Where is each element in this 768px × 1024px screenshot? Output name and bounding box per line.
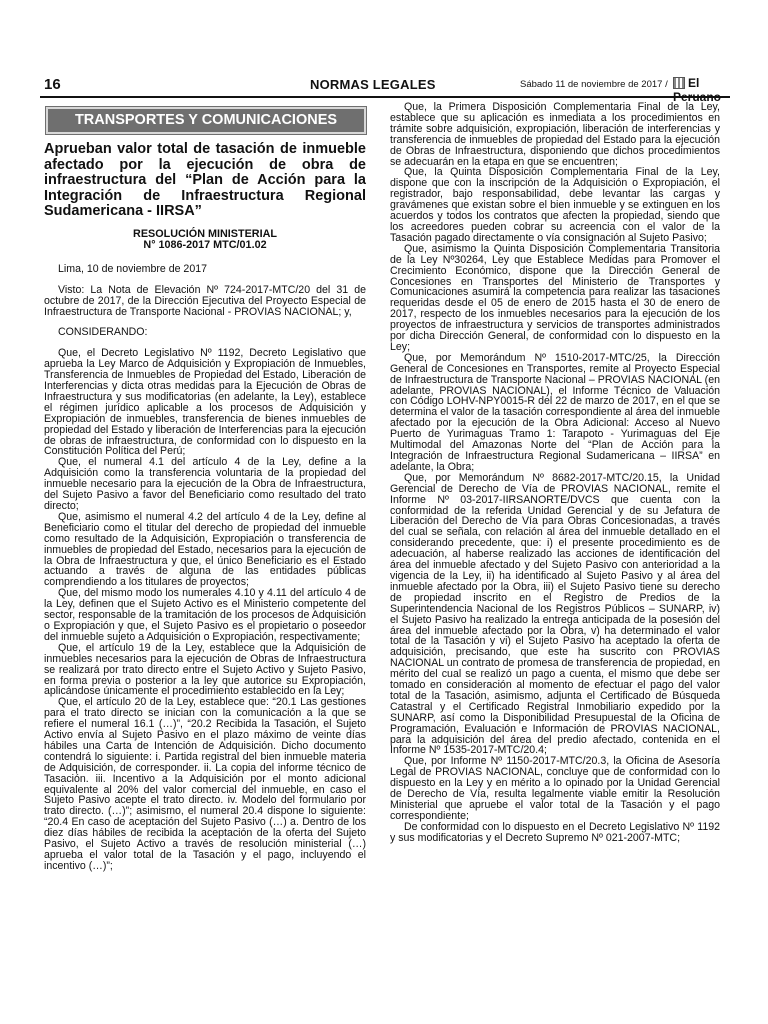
sector-banner: TRANSPORTES Y COMUNICACIONES <box>46 107 366 134</box>
paragraph-visto: Visto: La Nota de Elevación Nº 724-2017-MTC/20 del 31 de octubre de 2017, de la Dirección Ejecutiva del Proyecto Especial de Infraestructura de Transporte Nacional - PROVIAS NACIONAL; y, <box>44 283 366 318</box>
paragraph: De conformidad con lo dispuesto en el Decreto Legislativo Nº 1192 y sus modificatorias y el Decreto Supremo Nº 021-2007-MTC; <box>390 820 720 844</box>
paragraph: Que, asimismo la Quinta Disposición Complementaria Transitoria de la Ley Nº30264, Ley que Establece Medidas para Promover el Crecimiento Económico, dispone que la Dirección General de Concesiones en Transportes del Ministerio de Transportes y Comunicaciones asumirá la competencia para realizar las tasaciones requeridas desde el 05 de enero de 2015 hasta el 30 de enero de 2017, respecto de los inmuebles necesarios para la ejecución de los proyectos de infraestructura y servicios de transportes administrados por dicha Dirección General, de conformidad con lo dispuesto en la Ley; <box>390 242 720 353</box>
paragraph: Que, el artículo 19 de la Ley, establece que la Adquisición de inmuebles necesarios para la ejecución de Obras de Infraestructura se realizará por trato directo entre el Sujeto Activo y Sujeto Pasivo, en forma previa o posterior a la ley que autorice su Expropiación, aplicándose únicamente el procedimiento establecido en la Ley; <box>44 641 366 698</box>
newspaper-name: El <box>688 76 700 90</box>
header-rule <box>40 96 730 98</box>
resolution-number: N° 1086-2017 MTC/01.02 <box>143 239 267 252</box>
paragraph: Que, asimismo el numeral 4.2 del artículo 4 de la Ley, define al Beneficiario como el titular del derecho de propiedad del inmueble como resultado de la Adquisición, Expropiación o transferencia de inmuebles de propiedad del Estado, necesarios para la ejecución de la Obra de Infraestructura y que, el único Beneficiario es el Estado actuando a través de alguna de las entidades públicas comprendiendo a los titulares de proyectos; <box>44 510 366 589</box>
paragraph: Que, del mismo modo los numerales 4.10 y 4.11 del artículo 4 de la Ley, definen que el Sujeto Activo es el Ministerio competente del sector, responsable de la tramitación de los procesos de Adquisición o Expropiación y que, el Sujeto Pasivo es el propietario o poseedor del inmueble sujeto a Adquisición o Expropiación, respectivamente; <box>44 587 366 643</box>
resolution-heading <box>44 229 366 252</box>
paragraph: Que, el Decreto Legislativo Nº 1192, Decreto Legislativo que aprueba la Ley Marco de Adquisición y Expropiación de Inmuebles, Transferencia de Inmuebles de Propiedad del Estado, Liberación de Interferencias y dicta otras medidas para la Ejecución de Obras de Infraestructura y sus modificatorias (en adelante, la Ley), establece el régimen jurídico aplicable a los procesos de Adquisición y Expropiación de inmuebles, transferencia de bienes inmuebles de propiedad del Estado y liberación de Interferencias para la ejecución de obras de infraestructura, de conformidad con lo dispuesto en la Constitución Política del Perú; <box>44 347 366 458</box>
resolution-type: RESOLUCIÓN MINISTERIAL <box>133 227 277 240</box>
right-column <box>390 102 720 844</box>
paragraph: Que, el numeral 4.1 del artículo 4 de la Ley, define a la Adquisición como la transferencia voluntaria de la propiedad del inmueble necesario para la ejecución de la Obra de Infraestructura, del Sujeto Pasivo a favor del Beneficiario como resultado del trato directo; <box>44 456 366 512</box>
paragraph: Que, el artículo 20 de la Ley, establece que: “20.1 Las gestiones para el trato directo se inician con la comunicación a la que se refiere el numeral 16.1 (…)”, “20.2 Recibida la Tasación, el Sujeto Activo envía al Sujeto Pasivo en el plazo máximo de veinte días hábiles una Carta de Intención de Adquisición. Dicho documento contendrá lo siguiente: i. Partida registral del bien inmueble materia de Adquisición, de corresponder. ii. La copia del informe técnico de Tasación. iii. Incentivo a la Adquisición por el monto adicional equivalente al 20% del valor comercial del inmueble, en caso el Sujeto Pasivo acepte el trato directo. iv. Modelo del formulario por trato directo. (…)”; asimismo, el numeral 20.4 dispone lo siguiente: “20.4 En caso de aceptación del Sujeto Pasivo (…) a. Dentro de los diez días hábiles de recibida la aceptación de la oferta del Sujeto Pasivo, el Sujeto Activo a través de resolución ministerial (…) aprueba el valor total de la Tasación y el pago, incluyendo el incentivo (…)”; <box>44 696 366 872</box>
paragraph: Que, por Memorándum Nº 1510-2017-MTC/25, la Dirección General de Concesiones en Transportes, remite al Proyecto Especial de Infraestructura de Transporte Nacional – PROVIAS NACIONAL (en adelante, PROVIAS NACIONAL), el Informe Técnico de Valuación con Código LOHV-NPY0015-R del 22 de marzo de 2017, en el que se determina el valor de la tasación correspondiente al área del inmueble afectado por la ejecución de la Obra Adicional: Acceso al Nuevo Puerto de Yurimaguas Tramo 1: Tarapoto - Yurimaguas del Eje Multimodal del Amazonas Norte del “Plan de Acción para la Integración de Infraestructura Regional Sudamericana – IIRSA” en adelante, la Obra; <box>390 351 720 473</box>
paragraph-date: Lima, 10 de noviembre de 2017 <box>58 262 208 275</box>
newspaper-logo <box>673 76 730 104</box>
paragraph: Que, la Primera Disposición Complementaria Final de la Ley, establece que su aplicación es inmediata a los procedimientos en trámite sobre adquisición, expropiación, liberación de interferencias y transferencia de inmuebles de propiedad del Estado para la ejecución de Obras de Infraestructura, disponiendo que dichos procedimientos se adecuarán en la etapa en que se encuentren; <box>390 101 720 168</box>
left-column <box>44 142 366 872</box>
section-name: NORMAS LEGALES <box>310 77 436 92</box>
paragraph: Que, por Memorándum Nº 8682-2017-MTC/20.15, la Unidad Gerencial de Derecho de Vía de PROVIAS NACIONAL, remite el Informe Nº 03-2017-IIRSANORTE/DVCS que cuenta con la conformidad de la referida Unidad Gerencial y de su Jefatura de Liberación del Derecho de Vía para Obras Concesionadas, a través del cual se señala, con relación al área del inmueble detallado en el considerando precedente, que: i) el presente procedimiento es de adecuación, al haberse realizado las acciones de identificación del área del inmueble afectado y del Sujeto Pasivo con anterioridad a la vigencia de la Ley, ii) ha identificado al Sujeto Pasivo y al área del inmueble afectado por la Obra, iii) el Sujeto Pasivo tiene su derecho de propiedad inscrito en el Registro de Predios de la Superintendencia Nacional de los Registros Públicos – SUNARP, iv) el Sujeto Pasivo ha realizado la entrega anticipada de la posesión del área del inmueble afectado por la Obra, v) ha determinado el valor total de la Tasación y vi) el Sujeto Pasivo ha aceptado la oferta de adquisición, precisando, que este ha suscrito con PROVIAS NACIONAL un contrato de promesa de transferencia de propiedad, en mérito del cual se realizó un pago a cuenta, el mismo que debe ser tomado en consideración al momento de efectuar el pago del valor total de la Tasación, asimismo, adjunta el Certificado de Búsqueda Catastral y el Certificado Registral Inmobiliario expedido por la SUNARP, así como la Disponibilidad Presupuestal de la Oficina de Programación, Evaluación e Información de PROVIAS NACIONAL, para la adquisición del área del predio afectado, contenida en el Informe Nº 1535-2017-MTC/20.4; <box>390 471 720 757</box>
paragraph: Que, la Quinta Disposición Complementaria Final de la Ley, dispone que con la inscripción de la Adquisición o Expropiación, el registrador, bajo responsabilidad, debe levantar las cargas y gravámenes que existan sobre el bien inmueble y se extinguen en los acuerdos y todos los contratos que afecten la propiedad, siendo que los acreedores pueden cobrar su acreencia con el valor de la Tasación pagado directamente o vía consignación al Sujeto Pasivo; <box>390 166 720 244</box>
page-number: 16 <box>44 76 61 93</box>
page-header <box>40 76 730 96</box>
paragraph: Que, por Informe Nº 1150-2017-MTC/20.3, la Oficina de Asesoría Legal de PROVIAS NACIONAL, concluye que de conformidad con lo dispuesto en la Ley y en mérito a lo opinado por la Unidad Gerencial de Derecho de Vía, resulta legalmente viable emitir la Resolución Ministerial que apruebe el valor total de la Tasación y el pago correspondiente; <box>390 755 720 822</box>
coat-of-arms-icon <box>673 77 685 89</box>
paragraph-considerando: CONSIDERANDO: <box>58 326 148 339</box>
article-title: Aprueban valor total de tasación de inmueble afectado por la ejecución de obra de infraestructura del “Plan de Acción para la Integración de Infraestructura Regional Sudamericana - IIRSA” <box>44 141 366 220</box>
publication-date: Sábado 11 de noviembre de 2017 / <box>520 79 668 90</box>
